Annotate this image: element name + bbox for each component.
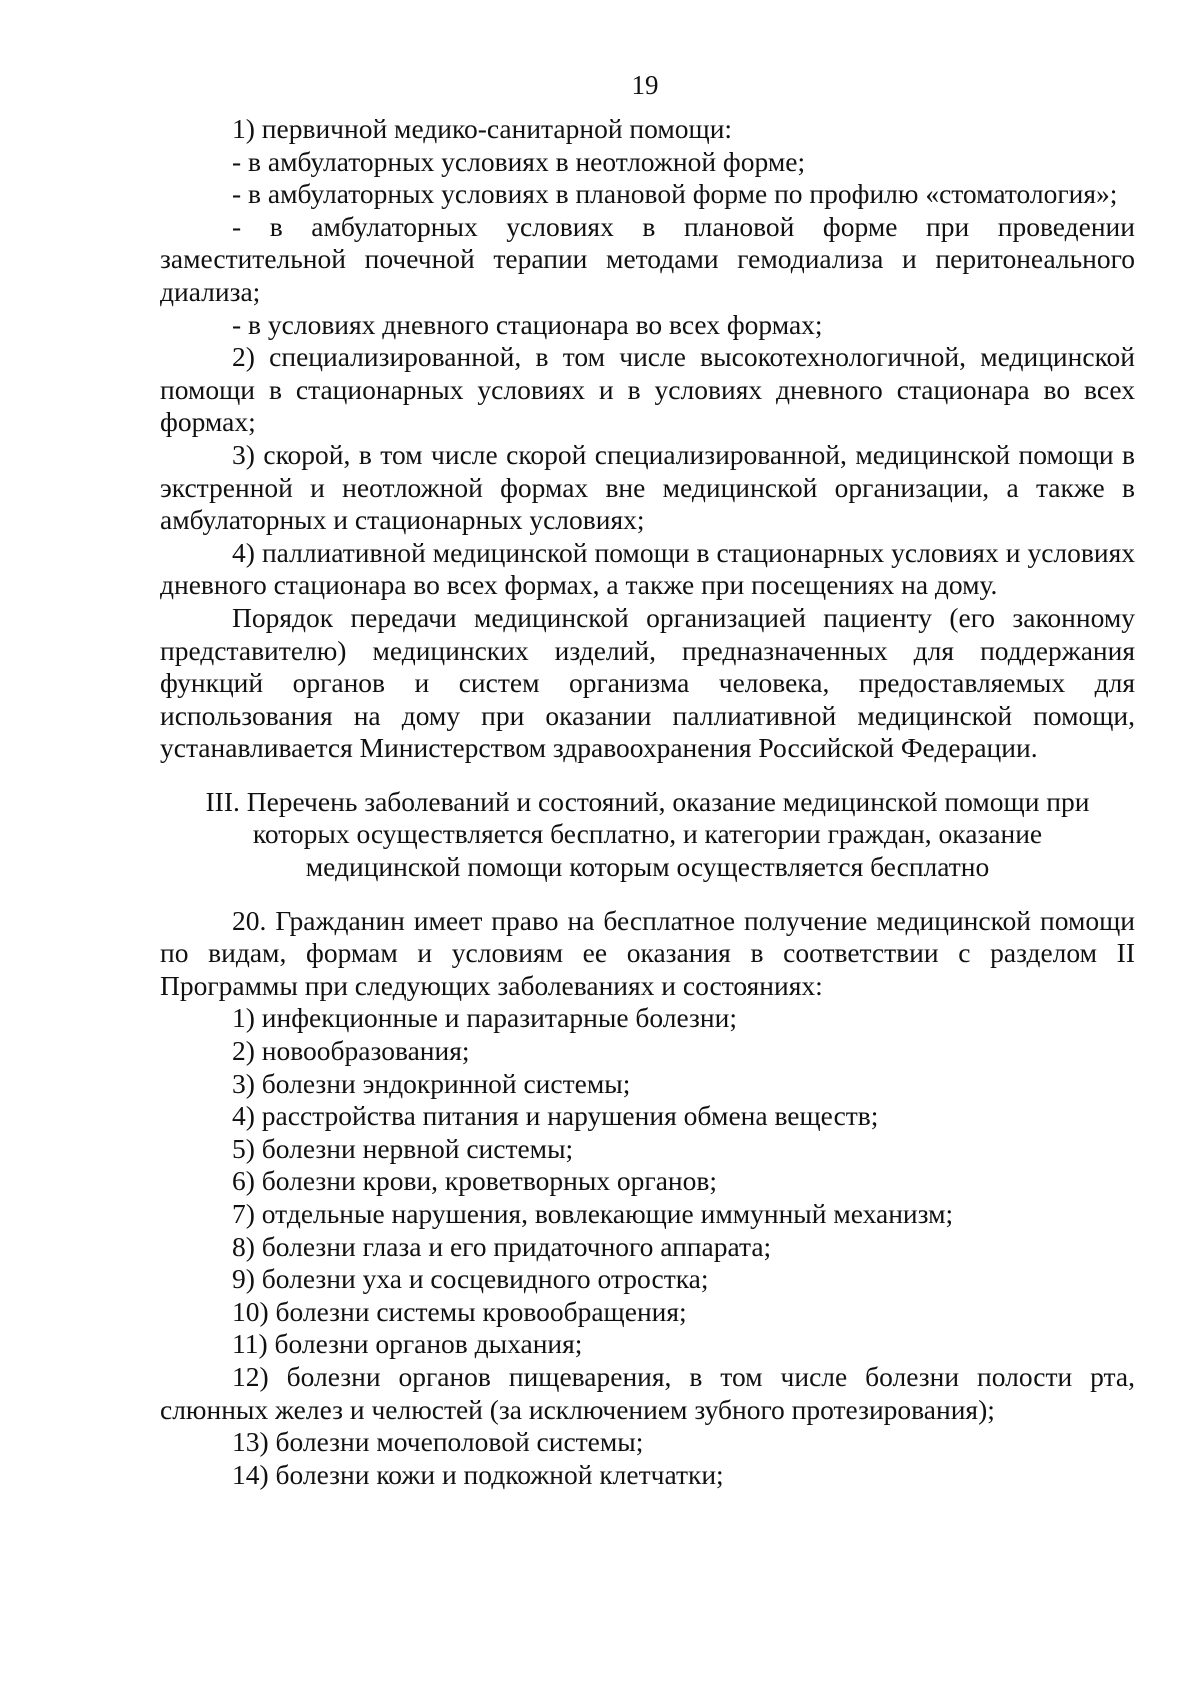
list-item: 5) болезни нервной системы; [232,1132,574,1164]
section-heading-line: которых осуществляется бесплатно, и категории граждан, оказание [252,818,1043,850]
list-item: 1) инфекционные и паразитарные болезни; [232,1002,737,1034]
list-item: 8) болезни глаза и его придаточного аппарата; [232,1230,772,1262]
list-item: 9) болезни уха и сосцевидного отростка; [232,1263,709,1295]
list-item: 7) отдельные нарушения, вовлекающие иммунный механизм; [232,1198,954,1229]
document-body [160,113,1135,1491]
paragraph-medical-devices-order: Порядок передачи медицинской организацией пациенту (его законному представителю) медицинских изделий, предназначенных для поддержания функций органов и систем организма человека, предоставляемых для использования на дому при оказании паллиативной медицинской помощи, устанавливается Министерством здравоохранения Российской Федерации. [160,601,1135,764]
paragraph-specialized-care: 2) специализированной, в том числе высокотехнологичной, медицинской помощи в стационарных условиях и в условиях дневного стационара во всех формах; [160,341,1135,438]
list-item: 13) болезни мочеполовой системы; [232,1426,644,1458]
paragraph-emergency-care: 3) скорой, в том числе скорой специализированной, медицинской помощи в экстренной и неотложной формах вне медицинской организации, а также в амбулаторных и стационарных условиях; [160,438,1135,536]
list-item: 4) расстройства питания и нарушения обмена веществ; [232,1100,879,1132]
list-item: 6) болезни крови, кроветворных органов; [232,1165,718,1197]
list-item: 11) болезни органов дыхания; [232,1328,583,1360]
paragraph-item-20-intro: 20. Гражданин имеет право на бесплатное получение медицинской помощи по видам, формам и условиям ее оказания в соответствии с разделом II Программы при следующих заболеваниях и состояниях: [160,904,1135,1001]
paragraph-palliative-care: 4) паллиативной медицинской помощи в стационарных условиях и условиях дневного стационара во всех формах, а также при посещениях на дому. [160,536,1135,601]
section-heading [160,786,1135,884]
paragraph-primary-care: 1) первичной медико-санитарной помощи: [232,113,733,144]
paragraph-outpatient-urgent: - в амбулаторных условиях в неотложной форме; [232,145,806,177]
list-item: 14) болезни кожи и подкожной клетчатки; [232,1458,724,1490]
paragraph-outpatient-dialysis: - в амбулаторных условиях в плановой форме при проведении заместительной почечной терапии методами гемодиализа и перитонеального диализа; [160,210,1135,307]
page-number: 19 [631,70,659,100]
list-item: 3) болезни эндокринной системы; [232,1067,631,1099]
list-item: 10) болезни системы кровообращения; [232,1295,687,1327]
section-heading-line: медицинской помощи которым осуществляется бесплатно [305,851,990,883]
section-heading-line: III. Перечень заболеваний и состояний, оказание медицинской помощи при [205,785,1090,817]
paragraph-day-hospital: - в условиях дневного стационара во всех формах; [232,308,823,340]
list-item: 12) болезни органов пищеварения, в том числе болезни полости рта, слюнных желез и челюстей (за исключением зубного протезирования); [160,1360,1135,1425]
paragraph-outpatient-dentistry: - в амбулаторных условиях в плановой форме по профилю «стоматология»; [232,178,1118,210]
list-item: 2) новообразования; [232,1035,470,1067]
disease-list [160,1002,1135,1491]
